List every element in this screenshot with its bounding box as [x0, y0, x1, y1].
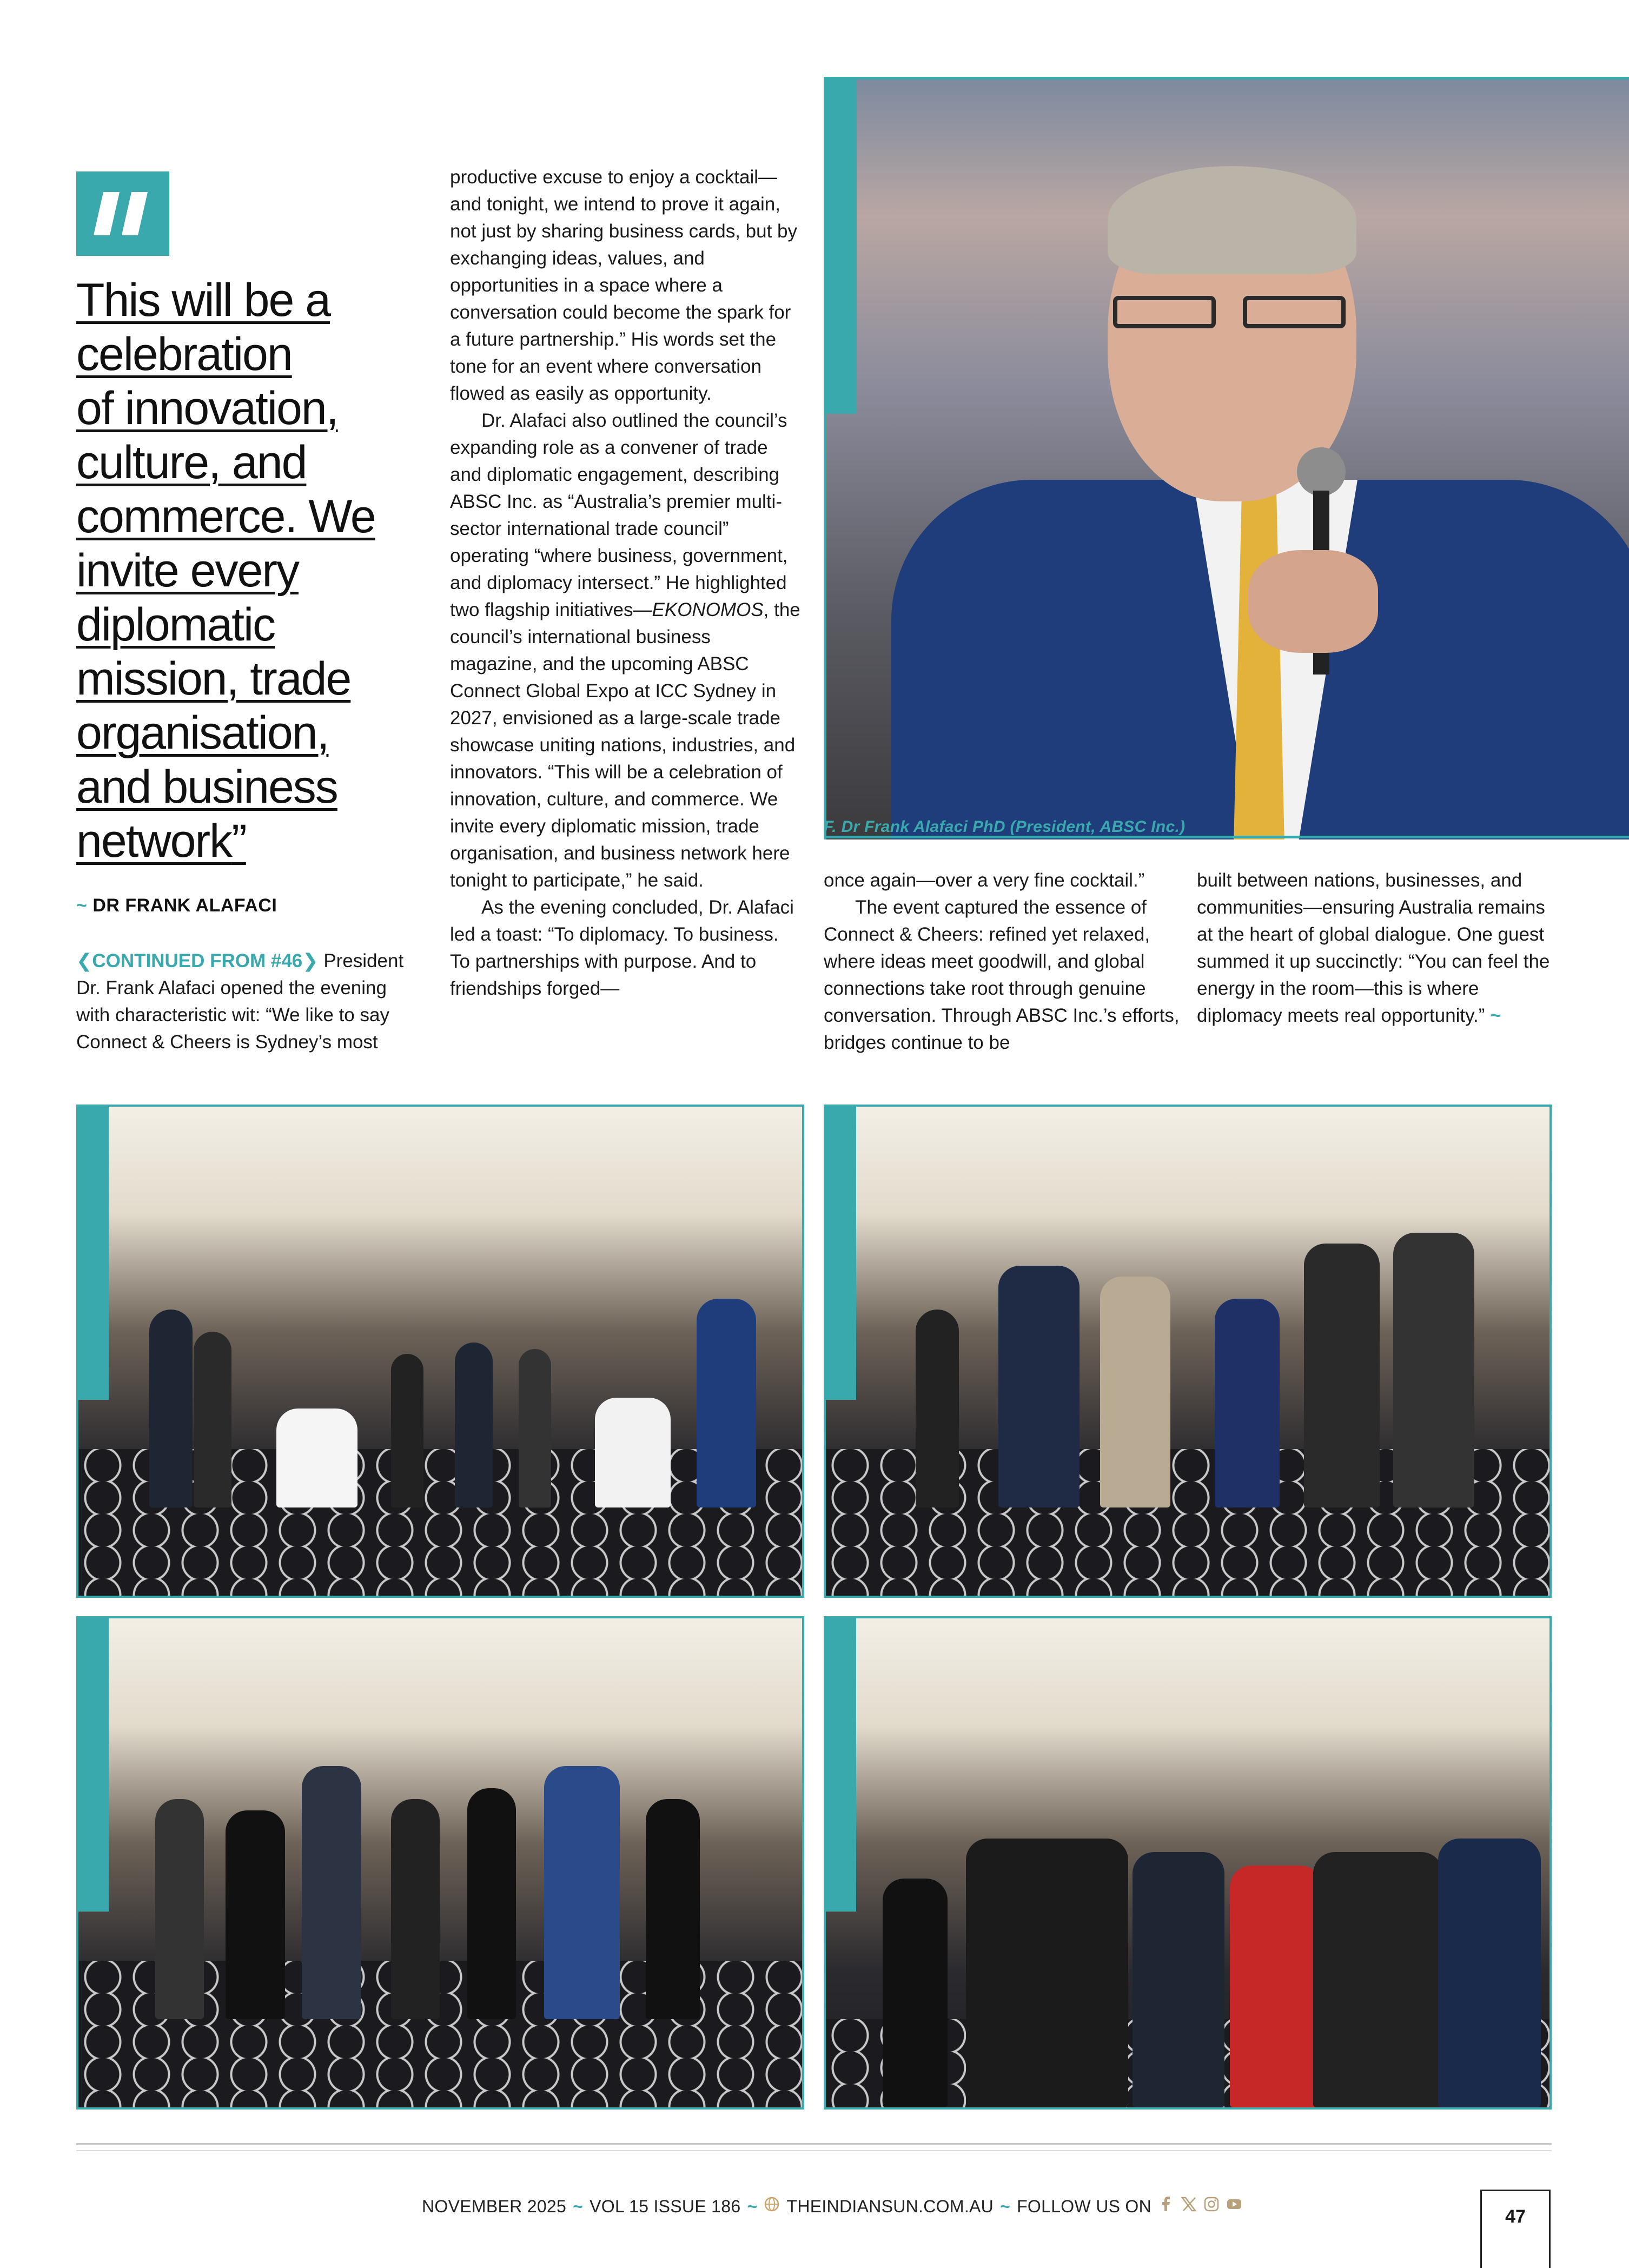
continued-from-label: CONTINUED FROM #46: [92, 950, 303, 971]
quote-mark-icon: [94, 192, 153, 235]
footer-bar: [422, 2196, 1242, 2217]
main-photo-speaker: [824, 77, 1629, 839]
website-link[interactable]: THEINDIANSUN.COM.AU: [786, 2196, 994, 2216]
article-column-2: [450, 164, 802, 1002]
article-text: President Dr. Frank Alafaci opened the evening with characteristic wit: “We like to say Connect & Cheers is Sydney’s most: [76, 950, 404, 1053]
paragraph: built between nations, businesses, and communities—ensuring Australia remains at the heart of global dialogue. One guest summed it up succinctly: “You can feel the energy in the room—this is where diplomacy meets real opportunity.”: [1197, 870, 1550, 1026]
pull-quote-line: organisation,: [76, 707, 329, 759]
event-photo-guests-conversation: [824, 1105, 1552, 1598]
tilde-icon: ~: [76, 895, 88, 916]
issue-date: NOVEMBER 2025: [422, 2196, 567, 2216]
event-photo-mingling: [76, 1616, 804, 2110]
pull-quote-line: invite every: [76, 545, 299, 597]
paragraph: The event captured the essence of Connect & Cheers: refined yet relaxed, where ideas meet goodwill, and global connections take root through genuine conversation. Through ABSC Inc.’s efforts, bridges continue to be: [824, 897, 1180, 1053]
tilde-icon: ~: [1000, 2196, 1011, 2216]
end-mark-icon: ~: [1490, 1005, 1501, 1026]
pull-quote-line: commerce. We: [76, 491, 375, 543]
attribution-name: DR FRANK ALAFACI: [92, 895, 277, 916]
paragraph-text: Dr. Alafaci also outlined the council’s expanding role as a convener of trade and diplomatic engagement, describing ABSC Inc. as “Australia’s premier multi-sector international trade council” operating “where business, government, and diplomacy intersect.” He highlighted two flagship initiatives—: [450, 410, 788, 620]
youtube-icon[interactable]: [1226, 2196, 1242, 2217]
pull-quote-line: and business: [76, 761, 337, 813]
footer-rule: [76, 2143, 1552, 2145]
tilde-icon: ~: [747, 2196, 758, 2216]
magazine-name: EKONOMOS: [652, 599, 764, 620]
pull-quote-line: celebration: [76, 328, 292, 380]
pull-quote-line-last: [76, 814, 401, 868]
paragraph: [450, 407, 802, 894]
pull-quote-line: diplomatic: [76, 599, 275, 651]
page-number: 47: [1480, 2190, 1551, 2268]
event-photo-room-wide: [76, 1105, 804, 1598]
pull-quote-line: mission, trade: [76, 653, 351, 705]
article-column-3: [824, 867, 1181, 1056]
pull-quote-line: network: [76, 815, 232, 867]
paragraph: As the evening concluded, Dr. Alafaci led a toast: “To diplomacy. To business. To partnerships with purpose. And to friendships forged—: [450, 897, 794, 999]
article-column-1: [76, 948, 418, 1056]
footer-rule: [76, 2150, 1552, 2151]
paragraph: productive excuse to enjoy a cocktail—and tonight, we intend to prove it again, not just by sharing business cards, but by exchanging ideas, values, and opportunities in a space where a conversation could become the spark for a future partnership.” His words set the tone for an event where conversation flowed as easily as opportunity.: [450, 167, 798, 404]
instagram-icon[interactable]: [1203, 2196, 1220, 2217]
globe-icon: [764, 2196, 780, 2217]
photo-caption: F. Dr Frank Alafaci PhD (President, ABSC Inc.): [824, 818, 1186, 836]
event-photo-audience: [824, 1616, 1552, 2110]
continued-from-link[interactable]: ❮CONTINUED FROM #46❯: [76, 950, 319, 971]
quote-badge: [76, 171, 169, 256]
paragraph: once again—over a very fine cocktail.”: [824, 870, 1145, 891]
article-column-4: [1197, 867, 1560, 1029]
closing-quote-mark: ”: [231, 815, 246, 867]
facebook-icon[interactable]: [1158, 2196, 1174, 2217]
pull-quote-line: This will be a: [76, 274, 330, 326]
pull-quote-line: culture, and: [76, 437, 307, 488]
issue-number: VOL 15 ISSUE 186: [590, 2196, 741, 2216]
tilde-icon: ~: [573, 2196, 584, 2216]
x-icon[interactable]: [1181, 2196, 1197, 2217]
quote-attribution: [76, 895, 277, 916]
pull-quote: [76, 273, 401, 868]
follow-label: FOLLOW US ON: [1017, 2196, 1152, 2216]
paragraph-text: , the council’s international business magazine, and the upcoming ABSC Connect Global Expo at ICC Sydney in 2027, envisioned as a large-scale trade showcase uniting nations, industries, and innovators. “This will be a celebration of innovation, culture, and commerce. We invite every diplomatic mission, trade organisation, and business network here tonight to participate,” he said.: [450, 599, 800, 891]
pull-quote-line: of innovation,: [76, 382, 338, 434]
